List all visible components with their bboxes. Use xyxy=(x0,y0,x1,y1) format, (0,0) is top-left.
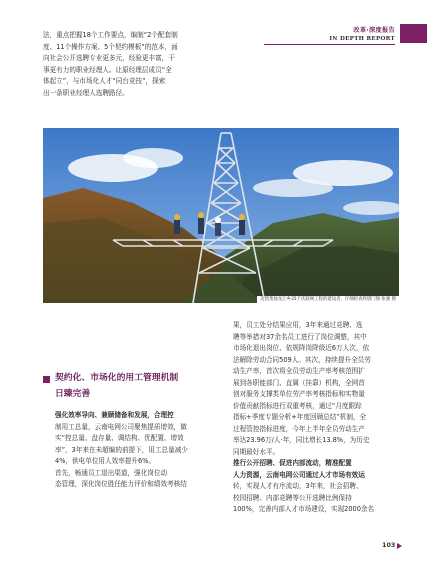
text-line: 果，员工处分结果应用，3年来通过竞聘、选 xyxy=(233,321,363,329)
text-line: 法，重点把握18个工作要点，编制“2个配套制 xyxy=(43,31,178,39)
text-line: 态管理，深化岗位胜任能力评价和绩效考核结 xyxy=(55,480,187,488)
text-line: 制用工总量，云南电网公司聚焦提质增效，做 xyxy=(55,422,187,431)
text-line: 体起立”，与市场化人才“同台竞技”，探索 xyxy=(43,77,166,85)
text-line: 推行公开招聘、促进内部流动，精准配置 xyxy=(233,459,352,467)
header-rule xyxy=(264,44,395,45)
text-line: 创对服务支撑类单位劳产率考核指标和实物量 xyxy=(233,390,365,398)
text-line: 强化效率导向、兼顾储备和发展，合理控 xyxy=(55,411,174,419)
text-line: 实“控总量、盘存量、调结构、优配置、增效 xyxy=(55,434,184,442)
right-column-body xyxy=(233,320,403,516)
tower-photo xyxy=(43,128,399,303)
text-line: 率”，3年来在未超编的前提下，用工总量减少 xyxy=(55,445,188,454)
text-line: 事更有力的职业经理人。让原经理层成员“全 xyxy=(43,65,172,74)
tower-illustration xyxy=(43,128,399,303)
text-line: 过程管控指标进度，今年上半年全员劳动生产 xyxy=(233,424,365,433)
top-paragraph xyxy=(43,30,226,99)
text-line: 人力资源，云南电网公司通过人才市场有效运 xyxy=(233,470,365,479)
text-line: 向社会公开选聘专业更多元，经验更丰富，干 xyxy=(43,54,175,62)
page-number: 103 xyxy=(382,541,396,549)
header-color-block xyxy=(400,24,427,43)
left-column-body xyxy=(55,410,226,491)
text-line: 价值贡献指标进行双重考核，通过“月度跟踪 xyxy=(233,401,362,410)
section-marker xyxy=(43,376,50,383)
text-line: 法解除劳动合同509人。其次，持续提升全员劳 xyxy=(233,355,371,364)
text-line: 展到各职能部门、直属（挂靠）机构，全网首 xyxy=(233,378,365,387)
text-line: 指标+季度专题分析+年度回顾总结”机制，全 xyxy=(233,413,367,421)
photo-caption: 迈凯集独龙江乡35千伏联网工程的建设者，仔细检查铁塔门图 张强 摄 xyxy=(257,296,399,303)
text-line: 首先，畅通员工退出渠道，强化岗位动 xyxy=(55,468,168,477)
text-line: 度、11个操作方案、5个契约模板”的范本，面 xyxy=(43,42,178,51)
text-line: 出一条职业经理人选聘路径。 xyxy=(43,88,129,97)
running-header-subtitle: IN DEPTH REPORT xyxy=(329,36,395,42)
section-heading-line: 日臻完善 xyxy=(55,389,91,399)
text-line: 校园招聘、内部竞聘等公开选聘比例保持 xyxy=(233,493,352,502)
text-line: 率达23.96万/人·年，同比增长13.8%，为历史 xyxy=(233,436,370,444)
running-header-title: 改革·深度报告 xyxy=(353,27,395,34)
text-line: 市场化退出岗位、依规降岗降级近6万人次，依 xyxy=(233,344,370,352)
page-number-marker xyxy=(397,543,402,549)
text-line: 聘等举措对37余名员工进行了岗位调整，其中 xyxy=(233,332,367,341)
text-line: 100%，完善内部人才市场建设，实现2000余名 xyxy=(233,505,375,513)
text-line: 同期最好水平。 xyxy=(233,447,280,456)
text-line: 4%，供电单位用人效率提升6%。 xyxy=(55,457,156,465)
running-header xyxy=(329,26,395,44)
text-line: 转，实现人才有序流动，3年来，社会招聘、 xyxy=(233,482,363,490)
text-line: 动生产率，首次将全员劳动生产率考核范围扩 xyxy=(233,367,365,375)
section-heading xyxy=(55,370,178,402)
section-heading-line: 契约化、市场化的用工管理机制 xyxy=(55,373,179,383)
